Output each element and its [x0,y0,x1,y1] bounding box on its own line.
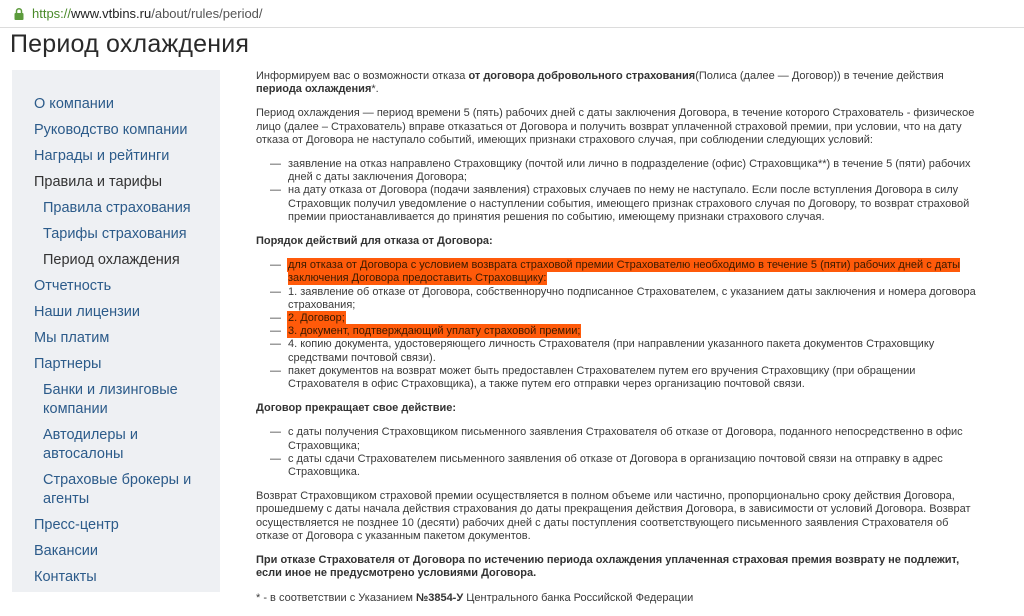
dash-bullet: — [270,312,281,325]
sidebar-item-management[interactable]: Руководство компании [34,122,188,138]
refund-paragraph: Возврат Страховщиком страховой премии осуществляется в полном объеме или частично, пропорционально сроку действия Договора, прошедшему с даты начала действия страхования до даты прекращения действия Договора, в зависимости от условий Договора. Возврат осуществляется не позднее 10 (десяти) рабочих дней с даты поступления соответствующего письменного заявления Страхователя об отказе от Договора с указанным пакетом документов. [256,490,971,542]
page-title: Период охлаждения [10,30,250,58]
dash-bullet: — [270,285,281,298]
highlighted-text: 3. документ, подтверждающий уплату страховой премии; [288,325,581,338]
sidebar-item-rules-tariffs[interactable]: Правила и тарифы [34,174,163,190]
sidebar-item-press-center[interactable]: Пресс-центр [34,517,119,533]
termination-text: с даты сдачи Страхователем письменного заявления об отказе от Договора в организацию почтовой связи на отправку в адрес Страховщика. [288,452,943,479]
intro-bold-2: периода охлаждения [256,83,372,96]
dash-bullet: — [270,184,281,197]
condition-text: заявление на отказ направлено Страховщику (почтой или лично в подразделение (офис) Страховщика**) в течение 5 (пяти) рабочих дней с даты заключения Договора; [288,158,971,184]
intro-bold-1: от договора добровольного страхования [468,70,696,82]
procedure-heading: Порядок действий для отказа от Договора: [256,235,493,248]
no-refund-paragraph: При отказе Страхователя от Договора по истечению периода охлаждения уплаченная страховая премия возврату не подлежит, если иное не предусмотрено условиями Договора. [256,554,960,580]
dash-bullet: — [270,452,281,465]
sidebar-item-about[interactable]: О компании [34,96,114,112]
list-item [256,338,984,364]
intro-paragraph [256,70,984,96]
procedure-list [256,259,984,391]
footnote-bold: №3854-У [415,591,464,604]
sidebar-item-contacts[interactable]: Контакты [34,569,97,585]
url-host: www.vtbins.ru [71,6,152,21]
intro-text-1: Информируем вас о возможности отказа [256,70,469,82]
dash-bullet: — [270,426,281,439]
footnote [256,592,984,605]
procedure-text: пакет документов на возврат может быть предоставлен Страхователем путем его вручения Страховщику (при обращении Страхователя в офис Страховщика), а также путем его отправки через организацию почтовой связи. [288,364,916,391]
list-item [256,365,984,391]
list-item [256,184,984,224]
list-item [256,312,984,325]
dash-bullet: — [270,158,281,171]
sidebar-item-vacancies[interactable]: Вакансии [34,543,98,559]
sidebar-item-licenses[interactable]: Наши лицензии [34,304,140,320]
lock-icon [12,7,26,21]
conditions-list [256,158,984,224]
footnote-text-1: * - в соответствии с Указанием [256,591,416,604]
condition-text: на дату отказа от Договора (подачи заявления) страховых случаев по нему не наступало. Если после вступления Договора в силу Страховщик получил уведомление о наступлении события, имеющего признак страхового случая по Договору, то возврат страховой премии приостанавливается до принятия решения по событию, имеющему признаки страхового случая. [288,184,970,223]
sidebar-item-insurance-tariffs[interactable]: Тарифы страхования [43,226,187,242]
sidebar-item-we-pay[interactable]: Мы платим [34,330,110,346]
intro-text-3: *. [371,83,379,96]
definition-paragraph: Период охлаждения — период времени 5 (пять) рабочих дней с даты заключения Договора, в течение которого Страхователь - физическое лицо (далее – Страхователь) вправе отказаться от Договора и получить возврат уплаченной страховой премии, при условии, что на дату отказа от Договора не наступало событий, имеющих признаки страхового случая, при соблюдении следующих условий: [256,107,975,146]
main-content [256,70,984,616]
procedure-text: 1. заявление об отказе от Договора, собственноручно подписанное Страхователем, с указанием даты заключения и номера договора страхования; [288,285,976,311]
dash-bullet: — [270,338,281,351]
url-text[interactable] [32,6,263,21]
procedure-text: 4. копию документа, удостоверяющего личность Страхователя (при направлении указанного пакета документов Страховщику средствами почтовой связи). [288,338,935,364]
termination-list [256,426,984,479]
address-bar[interactable] [0,0,1024,28]
intro-text-2: (Полиса (далее — Договор)) в течение действия [695,70,944,82]
url-path: /about/rules/period/ [151,6,263,21]
list-item [256,286,984,312]
list-item [256,259,984,285]
dash-bullet: — [270,325,281,338]
sidebar-item-cooling-period[interactable]: Период охлаждения [43,252,180,268]
highlighted-text: для отказа от Договора с условием возврата страховой премии Страхователю необходимо в течение 5 (пяти) рабочих дней с даты заключения Договора предоставить Страховщику: [288,259,961,285]
sidebar-nav [12,70,220,592]
sidebar-item-insurance-rules[interactable]: Правила страхования [43,200,191,216]
sidebar-item-car-dealers[interactable]: Автодилеры и автосалоны [43,427,138,462]
url-scheme: https:// [32,6,72,21]
sidebar-item-reports[interactable]: Отчетность [34,278,112,294]
sidebar-item-partners[interactable]: Партнеры [34,356,102,372]
dash-bullet: — [270,259,281,272]
list-item [256,158,984,184]
termination-text: с даты получения Страховщиком письменного заявления Страхователя об отказе от Договора, поданного непосредственно в офис Страховщика; [288,426,963,452]
list-item [256,325,984,338]
sidebar-item-banks-leasing[interactable]: Банки и лизинговые компании [43,382,178,417]
footnote-text-2: Центрального банка Российской Федерации [463,591,694,604]
sidebar-item-awards[interactable]: Награды и рейтинги [34,148,170,164]
termination-heading: Договор прекращает свое действие: [256,402,457,415]
sidebar-item-brokers-agents[interactable]: Страховые брокеры и агенты [43,472,192,507]
list-item [256,453,984,479]
dash-bullet: — [270,364,281,377]
highlighted-text: 2. Договор; [288,312,345,325]
list-item [256,426,984,452]
